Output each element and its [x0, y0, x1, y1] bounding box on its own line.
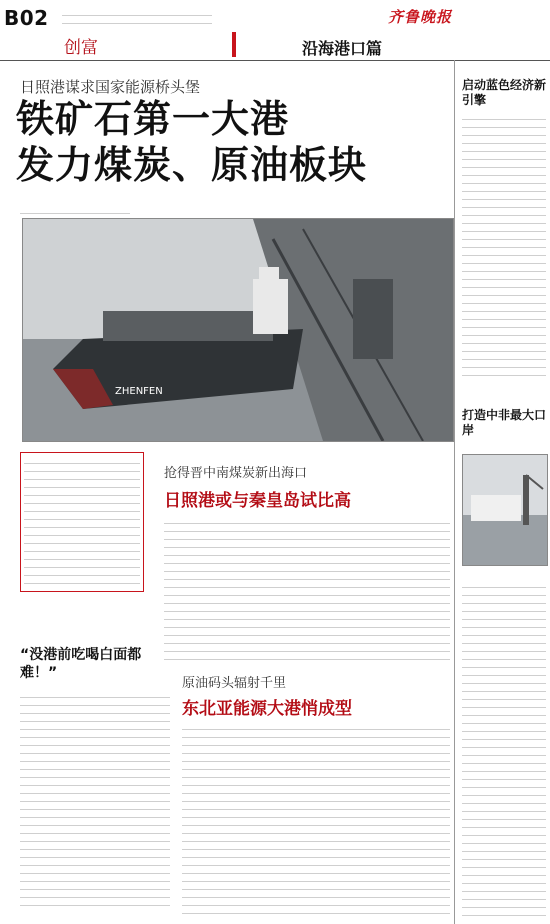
main-kicker: 日照港谋求国家能源桥头堡	[20, 78, 201, 96]
story2-body-text	[164, 516, 450, 664]
section-bar	[232, 32, 550, 57]
story3-kicker: 原油码头辐射千里	[182, 676, 287, 691]
issue-meta	[62, 8, 212, 26]
story2-headline: 日照港或与秦皇岛试比高	[164, 491, 351, 511]
right-body-text-1	[462, 112, 546, 382]
byline	[20, 206, 130, 215]
right-headline-2: 打造中非最大口岸	[462, 408, 547, 437]
port-photo	[22, 218, 454, 442]
left-body-text	[20, 690, 170, 910]
headline-line-2: 发力煤炭、原油板块	[16, 143, 368, 187]
section-title: 沿海港口篇	[302, 39, 383, 58]
story3-headline: 东北亚能源大港悄成型	[182, 699, 352, 719]
ship-illustration	[23, 219, 453, 441]
port-thumb-photo	[462, 454, 548, 566]
port-thumb-illustration	[463, 455, 547, 565]
channel-label: 创富	[64, 38, 98, 58]
story2-kicker: 抢得晋中南煤炭新出海口	[164, 466, 308, 481]
svg-text:ZHENFEN: ZHENFEN	[115, 386, 163, 397]
summary-text	[24, 456, 140, 588]
page-number: B02	[4, 6, 49, 30]
right-body-text-2	[462, 580, 546, 918]
right-headline-1: 启动蓝色经济新引擎	[462, 78, 547, 107]
story3-body-text	[182, 722, 450, 918]
headline-line-1: 铁矿石第一大港	[16, 97, 290, 141]
column-divider	[454, 60, 455, 924]
summary-box	[20, 452, 144, 592]
paper-logo: 齐鲁晚报	[388, 8, 453, 26]
quote-subhead: “没港前吃喝白面都难！”	[20, 647, 142, 681]
main-headline	[16, 96, 446, 188]
